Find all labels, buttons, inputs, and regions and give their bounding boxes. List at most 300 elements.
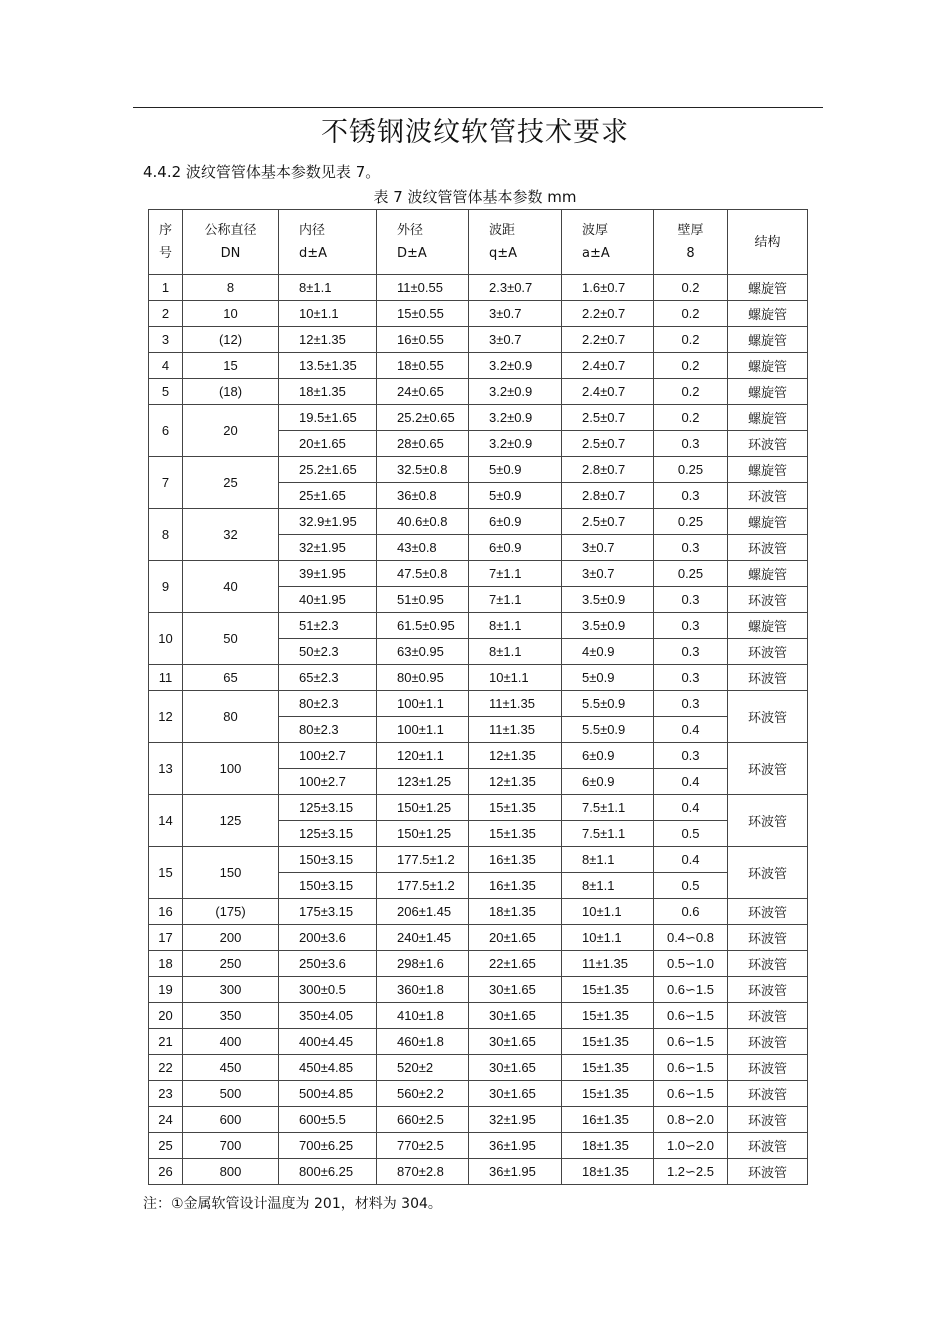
row-number-cell: 20 (149, 1003, 183, 1029)
table-row (149, 275, 808, 301)
wall-thickness-cell: 0.4 (654, 795, 728, 821)
pitch-cell: 7±1.1 (469, 587, 562, 613)
nominal-diameter-cell: 8 (183, 275, 279, 301)
inner-diameter-cell: 80±2.3 (279, 717, 377, 743)
structure-cell: 螺旋管 (728, 405, 808, 431)
row-number-cell: 5 (149, 379, 183, 405)
pitch-cell: 15±1.35 (469, 795, 562, 821)
row-number-cell: 1 (149, 275, 183, 301)
header-wall-thickness: 壁厚 8 (654, 210, 728, 275)
header-wave-thickness: 波厚 a±A (562, 210, 654, 275)
table-header-row (149, 210, 808, 275)
wave-thickness-cell: 7.5±1.1 (562, 821, 654, 847)
wall-thickness-cell: 0.2 (654, 353, 728, 379)
nominal-diameter-cell: 400 (183, 1029, 279, 1055)
pitch-cell: 7±1.1 (469, 561, 562, 587)
structure-cell: 环波管 (728, 743, 808, 795)
table-caption: 表 7 波纹管管体基本参数 mm (373, 188, 577, 206)
table-row (149, 691, 808, 717)
wall-thickness-cell: 0.6∽1.5 (654, 1081, 728, 1107)
outer-diameter-cell: 61.5±0.95 (377, 613, 469, 639)
structure-cell: 环波管 (728, 483, 808, 509)
wave-thickness-cell: 2.2±0.7 (562, 301, 654, 327)
outer-diameter-cell: 240±1.45 (377, 925, 469, 951)
outer-diameter-cell: 360±1.8 (377, 977, 469, 1003)
wall-thickness-cell: 0.3 (654, 431, 728, 457)
outer-diameter-cell: 36±0.8 (377, 483, 469, 509)
structure-cell: 环波管 (728, 1107, 808, 1133)
wave-thickness-cell: 5.5±0.9 (562, 717, 654, 743)
row-number-cell: 16 (149, 899, 183, 925)
inner-diameter-cell: 13.5±1.35 (279, 353, 377, 379)
structure-cell: 环波管 (728, 925, 808, 951)
wave-thickness-cell: 2.4±0.7 (562, 353, 654, 379)
table-row (149, 509, 808, 535)
structure-cell: 环波管 (728, 587, 808, 613)
wall-thickness-cell: 0.8∽2.0 (654, 1107, 728, 1133)
table-row (149, 925, 808, 951)
nominal-diameter-cell: 350 (183, 1003, 279, 1029)
structure-cell: 环波管 (728, 431, 808, 457)
pitch-cell: 22±1.65 (469, 951, 562, 977)
row-number-cell: 15 (149, 847, 183, 899)
inner-diameter-cell: 300±0.5 (279, 977, 377, 1003)
pitch-cell: 8±1.1 (469, 639, 562, 665)
structure-cell: 环波管 (728, 1003, 808, 1029)
wave-thickness-cell: 1.6±0.7 (562, 275, 654, 301)
wave-thickness-cell: 7.5±1.1 (562, 795, 654, 821)
outer-diameter-cell: 28±0.65 (377, 431, 469, 457)
inner-diameter-cell: 80±2.3 (279, 691, 377, 717)
wall-thickness-cell: 0.2 (654, 275, 728, 301)
outer-diameter-cell: 25.2±0.65 (377, 405, 469, 431)
wall-thickness-cell: 0.3 (654, 691, 728, 717)
nominal-diameter-cell: 450 (183, 1055, 279, 1081)
parameter-table (148, 209, 808, 1185)
pitch-cell: 11±1.35 (469, 717, 562, 743)
inner-diameter-cell: 10±1.1 (279, 301, 377, 327)
table-row (149, 405, 808, 431)
nominal-diameter-cell: 10 (183, 301, 279, 327)
inner-diameter-cell: 12±1.35 (279, 327, 377, 353)
inner-diameter-cell: 51±2.3 (279, 613, 377, 639)
structure-cell: 螺旋管 (728, 561, 808, 587)
header-outer-diameter: 外径 D±A (377, 210, 469, 275)
structure-cell: 环波管 (728, 899, 808, 925)
nominal-diameter-cell: (12) (183, 327, 279, 353)
document-title: 不锈钢波纹软管技术要求 (321, 117, 629, 148)
inner-diameter-cell: 18±1.35 (279, 379, 377, 405)
outer-diameter-cell: 120±1.1 (377, 743, 469, 769)
outer-diameter-cell: 460±1.8 (377, 1029, 469, 1055)
row-number-cell: 24 (149, 1107, 183, 1133)
footnote: 注：①金属软管设计温度为 201，材料为 304。 (143, 1196, 442, 1212)
structure-cell: 环波管 (728, 1159, 808, 1185)
header-inner-diameter: 内径 d±A (279, 210, 377, 275)
wall-thickness-cell: 0.6 (654, 899, 728, 925)
table-row (149, 743, 808, 769)
wave-thickness-cell: 3±0.7 (562, 561, 654, 587)
row-number-cell: 8 (149, 509, 183, 561)
outer-diameter-cell: 51±0.95 (377, 587, 469, 613)
nominal-diameter-cell: 15 (183, 353, 279, 379)
table-row (149, 613, 808, 639)
structure-cell: 环波管 (728, 977, 808, 1003)
wall-thickness-cell: 0.2 (654, 405, 728, 431)
nominal-diameter-cell: 300 (183, 977, 279, 1003)
nominal-diameter-cell: 80 (183, 691, 279, 743)
row-number-cell: 25 (149, 1133, 183, 1159)
nominal-diameter-cell: 20 (183, 405, 279, 457)
outer-diameter-cell: 18±0.55 (377, 353, 469, 379)
pitch-cell: 3.2±0.9 (469, 353, 562, 379)
inner-diameter-cell: 350±4.05 (279, 1003, 377, 1029)
pitch-cell: 18±1.35 (469, 899, 562, 925)
row-number-cell: 10 (149, 613, 183, 665)
structure-cell: 环波管 (728, 1081, 808, 1107)
pitch-cell: 8±1.1 (469, 613, 562, 639)
row-number-cell: 11 (149, 665, 183, 691)
nominal-diameter-cell: 500 (183, 1081, 279, 1107)
pitch-cell: 30±1.65 (469, 1055, 562, 1081)
row-number-cell: 9 (149, 561, 183, 613)
wall-thickness-cell: 0.3 (654, 639, 728, 665)
row-number-cell: 22 (149, 1055, 183, 1081)
pitch-cell: 30±1.65 (469, 1003, 562, 1029)
wall-thickness-cell: 0.2 (654, 379, 728, 405)
wave-thickness-cell: 2.5±0.7 (562, 405, 654, 431)
outer-diameter-cell: 123±1.25 (377, 769, 469, 795)
table-row (149, 1133, 808, 1159)
inner-diameter-cell: 32±1.95 (279, 535, 377, 561)
table-row (149, 1029, 808, 1055)
header-dn: 公称直径 DN (183, 210, 279, 275)
pitch-cell: 36±1.95 (469, 1159, 562, 1185)
pitch-cell: 3.2±0.9 (469, 431, 562, 457)
structure-cell: 螺旋管 (728, 379, 808, 405)
outer-diameter-cell: 40.6±0.8 (377, 509, 469, 535)
outer-diameter-cell: 100±1.1 (377, 717, 469, 743)
row-number-cell: 7 (149, 457, 183, 509)
row-number-cell: 26 (149, 1159, 183, 1185)
inner-diameter-cell: 39±1.95 (279, 561, 377, 587)
row-number-cell: 14 (149, 795, 183, 847)
structure-cell: 螺旋管 (728, 509, 808, 535)
pitch-cell: 36±1.95 (469, 1133, 562, 1159)
inner-diameter-cell: 19.5±1.65 (279, 405, 377, 431)
inner-diameter-cell: 50±2.3 (279, 639, 377, 665)
table-row (149, 795, 808, 821)
row-number-cell: 13 (149, 743, 183, 795)
table-row (149, 353, 808, 379)
inner-diameter-cell: 40±1.95 (279, 587, 377, 613)
outer-diameter-cell: 24±0.65 (377, 379, 469, 405)
structure-cell: 环波管 (728, 639, 808, 665)
header-pitch: 波距 q±A (469, 210, 562, 275)
pitch-cell: 10±1.1 (469, 665, 562, 691)
inner-diameter-cell: 8±1.1 (279, 275, 377, 301)
inner-diameter-cell: 125±3.15 (279, 821, 377, 847)
wave-thickness-cell: 15±1.35 (562, 1081, 654, 1107)
nominal-diameter-cell: 800 (183, 1159, 279, 1185)
inner-diameter-cell: 400±4.45 (279, 1029, 377, 1055)
wall-thickness-cell: 0.25 (654, 457, 728, 483)
table-row (149, 977, 808, 1003)
outer-diameter-cell: 11±0.55 (377, 275, 469, 301)
inner-diameter-cell: 25±1.65 (279, 483, 377, 509)
outer-diameter-cell: 16±0.55 (377, 327, 469, 353)
wall-thickness-cell: 0.25 (654, 509, 728, 535)
wave-thickness-cell: 10±1.1 (562, 925, 654, 951)
inner-diameter-cell: 20±1.65 (279, 431, 377, 457)
outer-diameter-cell: 177.5±1.2 (377, 873, 469, 899)
wave-thickness-cell: 2.8±0.7 (562, 483, 654, 509)
pitch-cell: 3±0.7 (469, 301, 562, 327)
nominal-diameter-cell: 100 (183, 743, 279, 795)
inner-diameter-cell: 200±3.6 (279, 925, 377, 951)
structure-cell: 螺旋管 (728, 457, 808, 483)
inner-diameter-cell: 600±5.5 (279, 1107, 377, 1133)
wave-thickness-cell: 3±0.7 (562, 535, 654, 561)
wall-thickness-cell: 0.3 (654, 587, 728, 613)
inner-diameter-cell: 250±3.6 (279, 951, 377, 977)
wall-thickness-cell: 0.2 (654, 301, 728, 327)
inner-diameter-cell: 150±3.15 (279, 847, 377, 873)
inner-diameter-cell: 700±6.25 (279, 1133, 377, 1159)
wall-thickness-cell: 0.5 (654, 821, 728, 847)
outer-diameter-cell: 410±1.8 (377, 1003, 469, 1029)
wave-thickness-cell: 6±0.9 (562, 743, 654, 769)
pitch-cell: 6±0.9 (469, 509, 562, 535)
structure-cell: 环波管 (728, 847, 808, 899)
row-number-cell: 19 (149, 977, 183, 1003)
outer-diameter-cell: 298±1.6 (377, 951, 469, 977)
wall-thickness-cell: 0.3 (654, 613, 728, 639)
wall-thickness-cell: 0.4∽0.8 (654, 925, 728, 951)
header-no: 序 号 (149, 210, 183, 275)
wave-thickness-cell: 15±1.35 (562, 977, 654, 1003)
structure-cell: 环波管 (728, 1029, 808, 1055)
table-row (149, 847, 808, 873)
structure-cell: 环波管 (728, 535, 808, 561)
row-number-cell: 17 (149, 925, 183, 951)
wave-thickness-cell: 5.5±0.9 (562, 691, 654, 717)
outer-diameter-cell: 63±0.95 (377, 639, 469, 665)
row-number-cell: 2 (149, 301, 183, 327)
nominal-diameter-cell: 250 (183, 951, 279, 977)
outer-diameter-cell: 15±0.55 (377, 301, 469, 327)
wave-thickness-cell: 3.5±0.9 (562, 587, 654, 613)
outer-diameter-cell: 520±2 (377, 1055, 469, 1081)
wave-thickness-cell: 4±0.9 (562, 639, 654, 665)
nominal-diameter-cell: 600 (183, 1107, 279, 1133)
pitch-cell: 3.2±0.9 (469, 379, 562, 405)
wall-thickness-cell: 0.6∽1.5 (654, 977, 728, 1003)
wave-thickness-cell: 16±1.35 (562, 1107, 654, 1133)
row-number-cell: 4 (149, 353, 183, 379)
inner-diameter-cell: 100±2.7 (279, 769, 377, 795)
inner-diameter-cell: 32.9±1.95 (279, 509, 377, 535)
outer-diameter-cell: 560±2.2 (377, 1081, 469, 1107)
table-row (149, 457, 808, 483)
pitch-cell: 12±1.35 (469, 743, 562, 769)
pitch-cell: 3.2±0.9 (469, 405, 562, 431)
wave-thickness-cell: 6±0.9 (562, 769, 654, 795)
wall-thickness-cell: 0.25 (654, 561, 728, 587)
wall-thickness-cell: 0.2 (654, 327, 728, 353)
wall-thickness-cell: 1.2∽2.5 (654, 1159, 728, 1185)
outer-diameter-cell: 80±0.95 (377, 665, 469, 691)
pitch-cell: 20±1.65 (469, 925, 562, 951)
structure-cell: 螺旋管 (728, 275, 808, 301)
row-number-cell: 23 (149, 1081, 183, 1107)
inner-diameter-cell: 25.2±1.65 (279, 457, 377, 483)
nominal-diameter-cell: 125 (183, 795, 279, 847)
wave-thickness-cell: 18±1.35 (562, 1159, 654, 1185)
wave-thickness-cell: 2.5±0.7 (562, 509, 654, 535)
row-number-cell: 12 (149, 691, 183, 743)
wall-thickness-cell: 0.5∽1.0 (654, 951, 728, 977)
nominal-diameter-cell: 700 (183, 1133, 279, 1159)
wave-thickness-cell: 15±1.35 (562, 1029, 654, 1055)
wall-thickness-cell: 0.3 (654, 743, 728, 769)
wave-thickness-cell: 3.5±0.9 (562, 613, 654, 639)
table-row (149, 665, 808, 691)
nominal-diameter-cell: 32 (183, 509, 279, 561)
table-body (149, 275, 808, 1185)
wall-thickness-cell: 0.4 (654, 847, 728, 873)
structure-cell: 环波管 (728, 1055, 808, 1081)
inner-diameter-cell: 125±3.15 (279, 795, 377, 821)
table-row (149, 899, 808, 925)
table-row (149, 1003, 808, 1029)
inner-diameter-cell: 175±3.15 (279, 899, 377, 925)
pitch-cell: 15±1.35 (469, 821, 562, 847)
outer-diameter-cell: 770±2.5 (377, 1133, 469, 1159)
outer-diameter-cell: 43±0.8 (377, 535, 469, 561)
row-number-cell: 6 (149, 405, 183, 457)
pitch-cell: 2.3±0.7 (469, 275, 562, 301)
pitch-cell: 6±0.9 (469, 535, 562, 561)
inner-diameter-cell: 65±2.3 (279, 665, 377, 691)
pitch-cell: 30±1.65 (469, 1081, 562, 1107)
wall-thickness-cell: 0.3 (654, 665, 728, 691)
wall-thickness-cell: 1.0∽2.0 (654, 1133, 728, 1159)
header-structure: 结构 (728, 210, 808, 275)
nominal-diameter-cell: 25 (183, 457, 279, 509)
nominal-diameter-cell: 150 (183, 847, 279, 899)
row-number-cell: 3 (149, 327, 183, 353)
table-row (149, 327, 808, 353)
wall-thickness-cell: 0.4 (654, 769, 728, 795)
wave-thickness-cell: 15±1.35 (562, 1055, 654, 1081)
wave-thickness-cell: 10±1.1 (562, 899, 654, 925)
table-row (149, 1081, 808, 1107)
wave-thickness-cell: 8±1.1 (562, 873, 654, 899)
inner-diameter-cell: 500±4.85 (279, 1081, 377, 1107)
wall-thickness-cell: 0.3 (654, 483, 728, 509)
pitch-cell: 30±1.65 (469, 977, 562, 1003)
outer-diameter-cell: 32.5±0.8 (377, 457, 469, 483)
pitch-cell: 11±1.35 (469, 691, 562, 717)
wave-thickness-cell: 2.4±0.7 (562, 379, 654, 405)
structure-cell: 螺旋管 (728, 301, 808, 327)
nominal-diameter-cell: (18) (183, 379, 279, 405)
inner-diameter-cell: 800±6.25 (279, 1159, 377, 1185)
structure-cell: 环波管 (728, 665, 808, 691)
structure-cell: 螺旋管 (728, 613, 808, 639)
pitch-cell: 16±1.35 (469, 847, 562, 873)
nominal-diameter-cell: 65 (183, 665, 279, 691)
wave-thickness-cell: 8±1.1 (562, 847, 654, 873)
inner-diameter-cell: 150±3.15 (279, 873, 377, 899)
outer-diameter-cell: 150±1.25 (377, 795, 469, 821)
outer-diameter-cell: 150±1.25 (377, 821, 469, 847)
header-rule (133, 107, 823, 108)
inner-diameter-cell: 100±2.7 (279, 743, 377, 769)
structure-cell: 环波管 (728, 795, 808, 847)
outer-diameter-cell: 660±2.5 (377, 1107, 469, 1133)
wave-thickness-cell: 2.2±0.7 (562, 327, 654, 353)
pitch-cell: 5±0.9 (469, 483, 562, 509)
table-row (149, 301, 808, 327)
pitch-cell: 12±1.35 (469, 769, 562, 795)
wave-thickness-cell: 15±1.35 (562, 1003, 654, 1029)
pitch-cell: 5±0.9 (469, 457, 562, 483)
structure-cell: 螺旋管 (728, 327, 808, 353)
wall-thickness-cell: 0.4 (654, 717, 728, 743)
table-row (149, 379, 808, 405)
structure-cell: 环波管 (728, 951, 808, 977)
inner-diameter-cell: 450±4.85 (279, 1055, 377, 1081)
outer-diameter-cell: 177.5±1.2 (377, 847, 469, 873)
wall-thickness-cell: 0.6∽1.5 (654, 1003, 728, 1029)
nominal-diameter-cell: 50 (183, 613, 279, 665)
pitch-cell: 32±1.95 (469, 1107, 562, 1133)
wall-thickness-cell: 0.3 (654, 535, 728, 561)
wall-thickness-cell: 0.6∽1.5 (654, 1055, 728, 1081)
wall-thickness-cell: 0.5 (654, 873, 728, 899)
wave-thickness-cell: 2.8±0.7 (562, 457, 654, 483)
structure-cell: 环波管 (728, 1133, 808, 1159)
structure-cell: 环波管 (728, 691, 808, 743)
row-number-cell: 21 (149, 1029, 183, 1055)
table-row (149, 1159, 808, 1185)
wall-thickness-cell: 0.6∽1.5 (654, 1029, 728, 1055)
table-row (149, 1107, 808, 1133)
wave-thickness-cell: 2.5±0.7 (562, 431, 654, 457)
nominal-diameter-cell: 40 (183, 561, 279, 613)
outer-diameter-cell: 100±1.1 (377, 691, 469, 717)
outer-diameter-cell: 206±1.45 (377, 899, 469, 925)
wave-thickness-cell: 11±1.35 (562, 951, 654, 977)
outer-diameter-cell: 870±2.8 (377, 1159, 469, 1185)
row-number-cell: 18 (149, 951, 183, 977)
pitch-cell: 16±1.35 (469, 873, 562, 899)
nominal-diameter-cell: (175) (183, 899, 279, 925)
pitch-cell: 3±0.7 (469, 327, 562, 353)
table-row (149, 561, 808, 587)
table-row (149, 1055, 808, 1081)
wave-thickness-cell: 18±1.35 (562, 1133, 654, 1159)
wave-thickness-cell: 5±0.9 (562, 665, 654, 691)
table-row (149, 951, 808, 977)
section-text: 4.4.2 波纹管管体基本参数见表 7。 (143, 163, 381, 181)
outer-diameter-cell: 47.5±0.8 (377, 561, 469, 587)
structure-cell: 螺旋管 (728, 353, 808, 379)
nominal-diameter-cell: 200 (183, 925, 279, 951)
pitch-cell: 30±1.65 (469, 1029, 562, 1055)
